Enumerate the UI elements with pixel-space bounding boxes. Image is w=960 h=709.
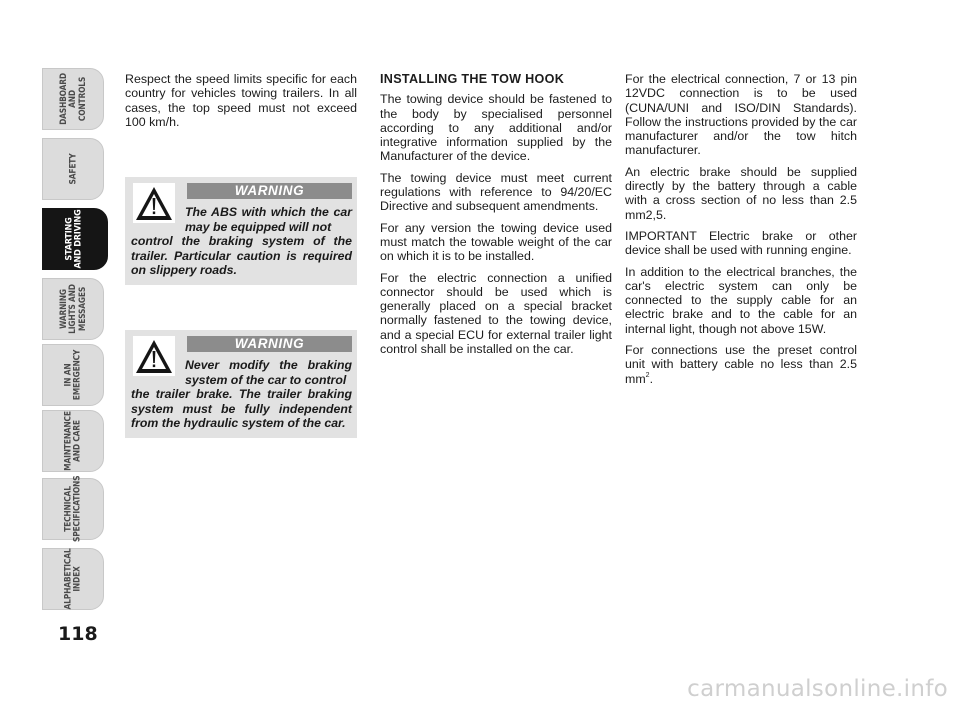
column-2 [380,72,612,363]
paragraph: The towing device must meet current regulations with reference to 94/20/EC Directive and subsequent amendments. [380,170,612,214]
sentence-end: . [649,371,654,386]
tab-safety[interactable] [42,138,104,200]
paragraph: IMPORTANT Electric brake or other device shall be used with running engine. [625,228,857,258]
chapter-tabs [0,0,110,709]
warning-text-rest: the trailer brake. The trailer braking system must be fully independent from the hydraulic system of the car. [131,387,352,431]
tab-label: IN AN EMERGENCY [62,349,82,401]
warning-triangle-icon [133,336,175,376]
warning-text-rest: control the braking system of the trailer. Particular caution is required on slippery roads. [131,234,352,278]
tab-label: SAFETY [67,153,78,185]
superscript: 2 [645,371,650,379]
paragraph: The towing device should be fastened to the body by specialised personnel according to any additional and/or integrative information supplied by the Manufacturer of the device. [380,92,612,164]
warning-box-braking [125,330,357,438]
tab-dashboard-and-controls[interactable] [42,68,104,130]
watermark: carmanualsonline.info [687,676,948,702]
tab-alphabetical-index[interactable] [42,548,104,610]
column-3 [625,72,857,393]
column-1 [125,72,357,136]
tab-warning-lights-and-messages[interactable] [42,278,104,340]
paragraph: For the electrical connection, 7 or 13 pin 12VDC connection is to be used (CUNA/UNI and ISO/DIN Standards). Follow the instructions provided by the car manufacturer and/or the tow hitch manufacturer. [625,72,857,158]
paragraph: In addition to the electrical branches, the car's electric system can only be connected to the supply cable for an electric brake and to the cable for an internal light, though not above 15W. [625,264,857,336]
speed-limit-paragraph: Respect the speed limits specific for each country for vehicles towing trailers. In all cases, the top speed must not exceed 100 km/h. [125,72,357,129]
connections-text: For connections use the preset control unit with battery cable no less than 2.5 mm [625,343,857,386]
section-heading: INSTALLING THE TOW HOOK [380,72,565,86]
page-number: 118 [58,623,98,645]
tab-label: DASHBOARD AND CONTROLS [57,73,87,125]
tab-label: ALPHABETICAL INDEX [62,548,82,610]
tab-label: WARNING LIGHTS AND MESSAGES [57,284,87,334]
paragraph-connections [625,343,857,386]
tab-label: TECHNICAL SPECIFICATIONS [62,475,82,542]
tab-technical-specifications[interactable] [42,475,104,542]
warning-box-abs [125,177,357,285]
tab-starting-and-driving[interactable] [42,208,108,270]
warning-text-first: Never modify the braking system of the car to control [185,358,352,387]
warning-triangle-icon [133,183,175,223]
warning-title: WARNING [187,183,352,199]
tab-label: MAINTENANCE AND CARE [62,411,82,471]
paragraph: For any version the towing device used must match the towable weight of the car on which it is to be installed. [380,220,612,264]
tab-label: STARTING AND DRIVING [64,209,84,269]
tab-maintenance-and-care[interactable] [42,410,104,472]
warning-title: WARNING [187,336,352,352]
tab-in-an-emergency[interactable] [42,344,104,406]
paragraph: For the electric connection a unified connector should be used which is generally placed on a special bracket normally fastened to the towing device, and a special ECU for external trailer light control shall be installed on the car. [380,270,612,357]
warning-text-first: The ABS with which the car may be equipped will not [185,205,352,234]
paragraph: An electric brake should be supplied directly by the battery through a cable with a cross section of no less than 2.5 mm2,5. [625,164,857,222]
